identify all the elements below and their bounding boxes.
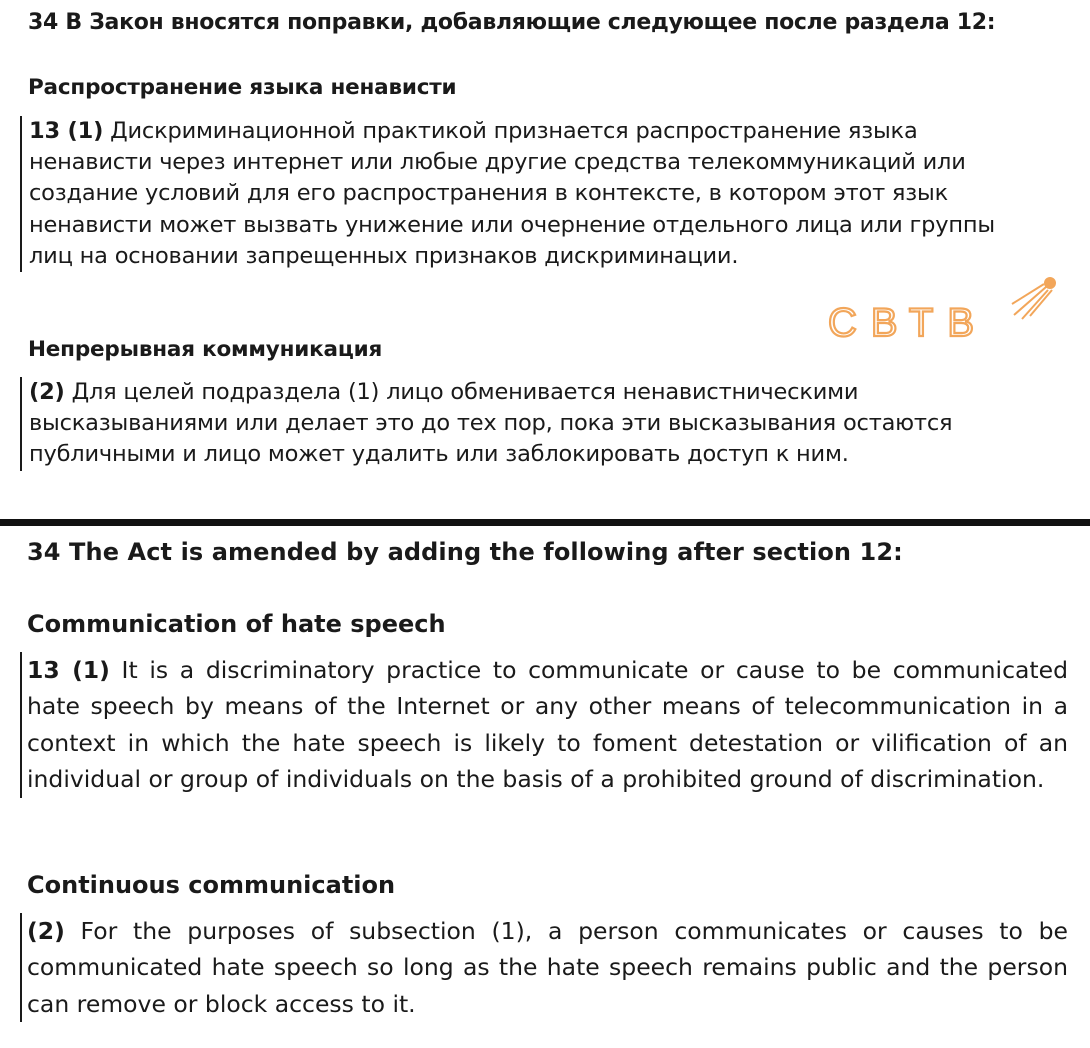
- watermark-text: СВТВ: [828, 301, 989, 345]
- en-section-heading: 34 The Act is amended by adding the following after section 12:: [27, 538, 903, 566]
- ru-subsection-title-1: Распространение языка ненависти: [28, 75, 457, 100]
- en-paragraph-1-text: It is a discriminatory practice to communicate or cause to be communicated hate speech by means of the Internet or any other means of telecommunication in a context in which the hate speech is likely to foment detestation or vilification of an individual or group of individuals on the basis of a prohibited ground of discrimination.: [27, 656, 1068, 794]
- en-paragraph-2-text: For the purposes of subsection (1), a person communicates or causes to be communicated hate speech so long as the hate speech remains public and the person can remove or block access to it.: [27, 917, 1068, 1018]
- en-paragraph-1: [20, 652, 1068, 798]
- en-subsection-title-1: Communication of hate speech: [27, 610, 446, 638]
- satellite-icon: [1012, 278, 1055, 319]
- ru-paragraph-2: [20, 377, 1039, 471]
- en-paragraph-2: [20, 913, 1068, 1022]
- watermark-logo: [826, 270, 1066, 350]
- ru-paragraph-1: [20, 116, 1039, 272]
- ru-paragraph-1-number: 13 (1): [29, 118, 104, 144]
- section-divider: [0, 519, 1090, 526]
- en-paragraph-2-number: (2): [27, 917, 65, 945]
- ru-paragraph-1-text: Дискриминационной практикой признается распространение языка ненависти через интернет или любые другие средства телекоммуникаций или создание условий для его распространения в контексте, в котором этот язык ненависти может вызвать унижение или очернение отдельного лица или группы лиц на основании запрещенных признаков дискриминации.: [29, 118, 995, 269]
- ru-subsection-title-2: Непрерывная коммуникация: [28, 337, 383, 362]
- ru-paragraph-2-number: (2): [29, 379, 65, 405]
- en-paragraph-1-number: 13 (1): [27, 656, 110, 684]
- ru-paragraph-2-text: Для целей подраздела (1) лицо обменивается ненавистническими высказываниями или делает это до тех пор, пока эти высказывания остаются публичными и лицо может удалить или заблокировать доступ к ним.: [29, 379, 953, 468]
- ru-section-heading: 34 В Закон вносятся поправки, добавляющие следующее после раздела 12:: [28, 10, 996, 35]
- en-subsection-title-2: Continuous communication: [27, 871, 396, 899]
